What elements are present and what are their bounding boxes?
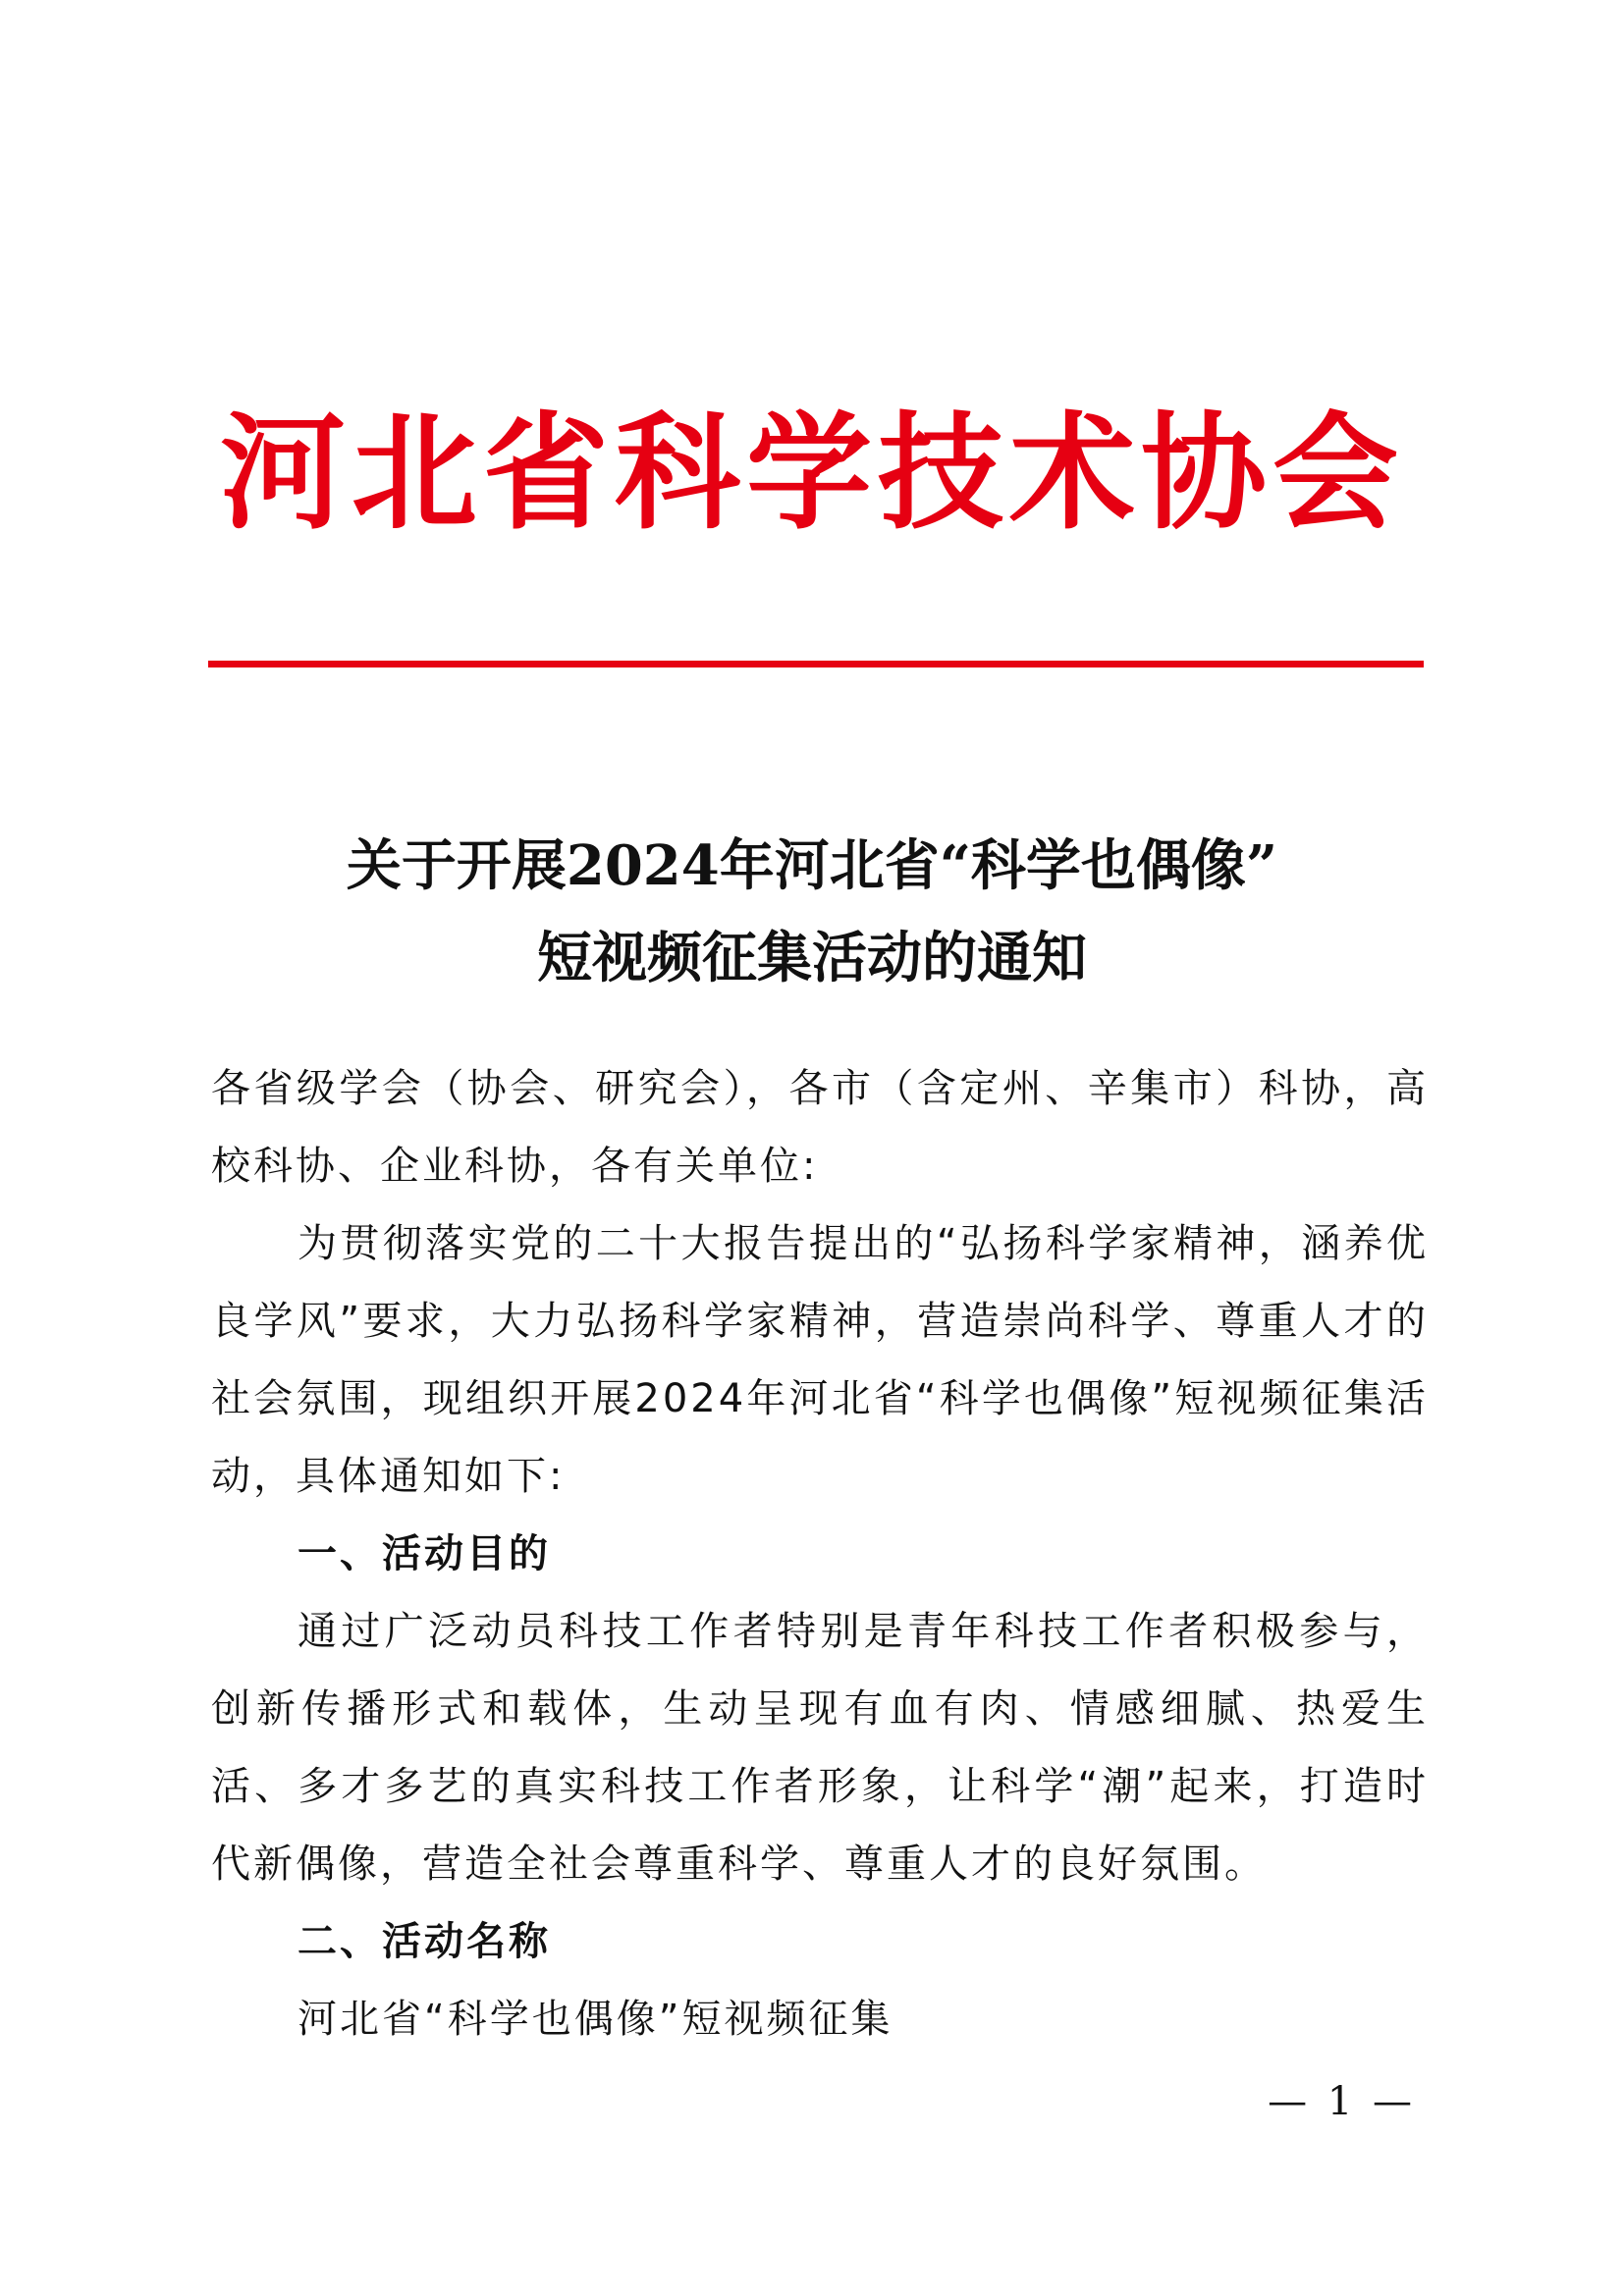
page-number: — 1 — bbox=[1268, 2079, 1416, 2124]
intro-paragraph: 为贯彻落实党的二十大报告提出的“弘扬科学家精神，涵养优良学风”要求，大力弘扬科学家精神，营造崇尚科学、尊重人才的社会氛围，现组织开展2024年河北省“科学也偶像”短视频征集活动，具体通知如下: bbox=[211, 1221, 1429, 1499]
red-divider-line bbox=[208, 661, 1424, 667]
document-body bbox=[211, 1050, 1429, 2058]
section-1-heading: 一、活动目的 bbox=[298, 1531, 551, 1576]
salutation-paragraph: 各省级学会（协会、研究会），各市（含定州、辛集市）科协，高校科协、企业科协，各有关单位: bbox=[211, 1066, 1429, 1189]
masthead-organization-name: 河北省科学技术协会 bbox=[219, 400, 1404, 547]
section-2-heading: 二、活动名称 bbox=[298, 1919, 551, 1964]
section-1-paragraph: 通过广泛动员科技工作者特别是青年科技工作者积极参与，创新传播形式和载体，生动呈现有血有肉、情感细腻、热爱生活、多才多艺的真实科技工作者形象，让科学“潮”起来，打造时代新偶像，营造全社会尊重科学、尊重人才的良好氛围。 bbox=[211, 1609, 1429, 1887]
document-title-line-2: 短视频征集活动的通知 bbox=[537, 926, 1087, 990]
section-2-paragraph: 河北省“科学也偶像”短视频征集 bbox=[298, 1997, 893, 2042]
document-title-line-1: 关于开展2024年河北省“科学也偶像” bbox=[346, 833, 1278, 898]
document-title bbox=[0, 820, 1624, 1004]
